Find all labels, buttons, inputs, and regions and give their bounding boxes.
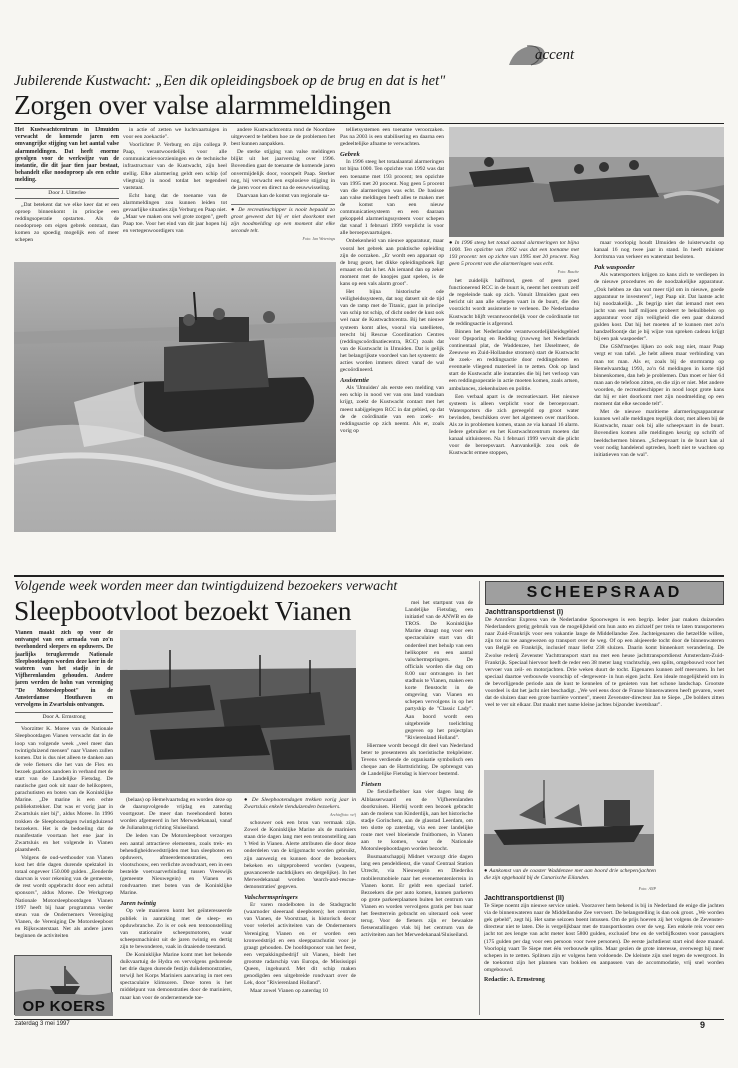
scheepsraad-s2-title: Jachttransportdienst (II) xyxy=(484,895,565,902)
article1-pullquote xyxy=(231,204,335,235)
accent-logo xyxy=(505,43,591,69)
section-divider xyxy=(14,575,724,577)
op-koers-title: OP KOERS xyxy=(22,998,106,1015)
article1-col5-text-c: Een verbaal apart is de recreatievaart. Het nieuwe systeem is alleen verplicht voor de beroepsvaart. Watersporters die zich gereegeld op groot water bevinden, beschikken over het algemeen over marifoon. Als ze in problemen komen, staan ze via kanaal 16 alarm. Iedere gebruiker en het Kustwachtcentrum moeten dat kanaal uitluisteren. Na 1 februari 1999 vervalt die plicht voor de beroepsvaart. Aanvankelijk zou ook de Kustwacht ermee stoppen, xyxy=(449,393,579,457)
article1-pullquote-credit: Foto: Jan Weterings xyxy=(302,235,335,241)
article1-right-caption-credit: Foto: Busche xyxy=(557,269,579,274)
article2-col4-text-d: Busmaatschappij Midnet verzorgt drie dagen lang een pendeldienst, die vanaf Centraal Station Utrecht, via Nieuwegein en Diederiks mobilersmobiele naar het evenementenlerrein in Vianen komt. Er geldt een speciaal tarief. Bezoekers die per auto komen, kunnen parkeren op grote parkeerplaatsen buiten het centrum van Vianen en worden vervolgens gratis per bus naar het feestterrein gebracht en uiteraard ook weer terug. Voor de fietsers zijn er bewaakte fietsenstallingen vlak bij het centrum van de activiteiten aan het Merwedekanaal/Sluiseiland. xyxy=(361,854,473,939)
article1-col4 xyxy=(340,127,444,572)
caption3-bullet-icon: ● xyxy=(484,868,490,874)
article1-lead: Het Kustwachtcentrum in IJmuiden verwacht de komende jaren een omvangrijke stijging van het aantal valse alarmmeldingen. Dat heeft enorme gevolgen voor de werkwijze van de instantie, die dit jaar tien jaar bestaat, behandelt elke noodoproep als een echte melding. xyxy=(15,127,119,184)
scheepsraad-banner xyxy=(485,581,724,605)
article1-col5-text-a: het zuidelijk halfrond, geen of geen goed functionerend RCC in de buurt is, neemt het centrum zelf de regeleinde taak op zich. Vanuit IJmuiden gaat een bericht uit aan alle schepen vaart in de buurt, die den voorzicht wordt assistentie te verlenen. De Nederlandse Kustwacht blijft verantwoordelijk voor de coördinatie tot de reddingsactie is afgerond. xyxy=(449,278,579,327)
article1-subhead-pakwaspoeder: Pak waspoeder xyxy=(594,264,635,272)
article2-col1 xyxy=(15,630,113,953)
pullquote-bullet-icon: ● xyxy=(231,206,239,213)
article1-rule xyxy=(14,123,724,124)
footer-page-number: 9 xyxy=(700,1020,706,1030)
article1-col4-text-b: In 1996 steeg het totaalaantal alarmeringen tot bijna 1000. Ten opzichte van 1992 was dat een toename met 193 procent; ten opzichte van 1995 met 20 procent. Nog geen 5 procent van die alarmeringen was echt. De basisoe aan valse meldingen heeft alles te maken met de komst van een nieuw communicatiesysteem en een daaraan gekoppeld alarmeringssysteem voor schepen dat vanaf 1 februari 1999 verplicht is voor alle beroepsvaartuigen. xyxy=(340,159,444,237)
scheepsraad-redactie: Redactie: A. Ermstrong xyxy=(484,977,545,984)
scheepsraad-s1-title: Jachttransportdienst (I) xyxy=(485,609,564,616)
article2-col4-text-b: Hiermee wordt beoogd dit deel van Nederland beter te presenteren als toeristische trekpleister. Tevens verdiende de organisatie symbolisch een cheque aan de Harttstichting. De opbrengst van de Landelijke Fietsdag is hiervoor bestemd. xyxy=(361,742,473,778)
article2-col4 xyxy=(361,600,473,1015)
scheepsraad-title: SCHEEPSRAAD xyxy=(526,584,683,601)
article2-col4-text-c: De fietsliefhebber kan vier dagen lang de Alblasserwaard en de Vijfherenlanden doorkruisen. Hierbij wordt een bezoek gebracht aan de molens van Kinderdijk, aan het historische stadje Gorinchem, aan de glasstad Leerdam, om ten slotte op zaterdag, via een zeer landelijke route met veel bloeiende fruitbomen, in Vianen aan te komen, waar de Nationale Motorsleepbootdagen worden bezocht. xyxy=(361,789,473,853)
article2-col2-text-b: De leden van De Motorsleepboot verzorgen een aantal attractieve elementen, zoals trek- en behendigheidswedstrijden met hun sleepboten en opduwers, afmeerdemonstraties, een vlootschouw, een verlichte avondvaart, een in een bestelde voetvaarverbinding tussen Vreeswijk (gemeente Nieuwegein) en Vianen en rondvaarten met boten van de Koninklijke Marine. xyxy=(120,833,232,897)
article1-col4-text-a: tellietsystemen een toename veroorzaken. Pas na 2003 is een stabilisering en daarna een gedeeltelijke afname te verwachten. xyxy=(340,127,444,148)
article1-byline: Door J. Uitterlee xyxy=(15,188,119,199)
article1-col1-text: „Dat betekent dat we elke keer dat er een oproep binnenkomt in principe een reddingsoperatie opstarten. Als de noodoproep om eigen gebrek ontstaat, dan komen zo spoedig mogelijk een of meer schepen xyxy=(15,201,119,244)
article1-col6-text-c: Die GSM'metjes lijken zo ook nog niet, maar Paap vergt er van tafel. „Je hebt alleen maar verbinding van man tot man. Als er, zoals bij de stormramp op Hemelvaartdag 1993, zo'n 64 meldingen in korte tijd binnenkomen, dan heb je problemen. Dan moet er hier 64 man aan de telefoon zitten, en die zijn er niet. Met andere woorden, de recreatieschipper in nood loopt grote kans dat hij er niet doorkomt met zijn noodmelding op een moment dat elke seconde telt". xyxy=(594,344,724,408)
caption-bullet-icon: ● xyxy=(449,240,455,246)
article2-photo-caption-credit: Archieffoto: ve/f xyxy=(330,812,356,817)
article2-lead: Vianen maakt zich op voor de ontvangst van een armada van zo'n tweehonderd sleepers en opduwers. De jaarlijks terugkerende Nationale Sleepbootdagen worden deze keer in de wateren van het stadje in de Vijfherenlanden gehouden. Andere jaren werden de hohn van vereniging "De Motorsleepboot" in de Amsterdamse Houthaven en vervolgens in Zwartsluis ontvangen. xyxy=(15,630,113,709)
rescue-exercise-photo xyxy=(449,127,724,237)
op-koers-logo xyxy=(14,955,112,1015)
article1-col5 xyxy=(449,240,579,572)
article2-subhead-fietsen: Fietsen xyxy=(361,781,382,789)
article1-col2-text-c: Echt bang dat de toename van de alarmmeldingen zou kunnen leiden tot gevaarlijke situaties zijn Verburg en Paap niet. „Maar we maken ons wel grote zorgen", geeft Paap toe. Voor het eind van dit jaar hopen hij en vertegenwoordigers van xyxy=(123,192,227,235)
article1-col6-text-d: Met de nieuwe maritieme alarmeringsapparatuur kunnen wel alle meldingen tegelijk door, met alleen bij de Kustwacht, maar ook bij alle scheepvaart in de buurt. Bovendien komen alle meldingen keurig op schrift of beeldschermen binnen. „Scheepvaart in de buurt kan al voor nodig handelend optreden, hoeft niet te wachten op initiatieven van de wal". xyxy=(594,409,724,458)
article1-col3 xyxy=(231,127,335,262)
article1-col6-text-a: maar voorlopig houdt IJmuiden de luisterwacht op kanaal 16 nog twee jaar in stand. In heeft minister Jorritsma van verkeer en waterstaat besloten. xyxy=(594,240,724,261)
footer-date: zaterdag 3 mei 1997 xyxy=(15,1021,70,1027)
tugboat-harbour-graphic xyxy=(120,630,356,793)
article2-photo-caption xyxy=(244,797,356,811)
article1-headline: Zorgen over valse alarmmeldingen xyxy=(14,89,392,120)
article1-col5-text-b: Binnen het Nederlandse verantwoordelijkheidsgebied voor Opsporing en Redding (ruwweg het Nederlands continentaal plat, de Waddenzee, het IJsselmeer, de Zeeuwse en Zuid-Hollandse stromen) start de Kustwacht de zoek- en reddingsactie door reddingsboten en eventuele vliegend materieel in te zetten. Ook op land start de Kustwacht alle instanties die bij het verloop van een reddingsoperatie in actie moeten komen, zoals artsen, ambulances, ziekenhuizen en politie. xyxy=(449,328,579,392)
article1-col6 xyxy=(594,240,724,572)
article2-byline: Door A. Ermstrong xyxy=(15,712,113,723)
article1-subhead-assistentie: Assistentie xyxy=(340,377,369,385)
coastguard-boat-graphic xyxy=(14,262,336,532)
article1-col3-text-b: De sterke stijging van valse meldingen blijkt uit het jaarverslag over 1996. Bovendien gaat de toename de komende jaren onvermijdelijk door, voorspelt Paap. Sterker nog, hij verwacht een explosieve stijging in de jaren voor en direct na de eeuwwisseling. xyxy=(231,149,335,191)
article2-col2-text-a: (belaas) op Hemelvaartsdag en worden deze op de daaropvolgende vrijdag en zaterdag voortgezet. De meer dan tweehonderd boten worden afgemeerd in het Merwedekanaal, vanaf de Julianabrug richting Sluiseiland. xyxy=(120,797,232,832)
article1-subhead-gebrek: Gebrek xyxy=(340,151,360,159)
scheepsraad-caption-text: Aankomst van de coaster Waddenzee met aan boord drie schepen/jachten die zijn opgehaald bij de Canarische Eilanden. xyxy=(484,868,656,881)
article2-col1-text: Voorzitter K. Moree van de Nationale Sleepbootdagen Vianen verwacht dat in de loop van volgende week „veel meer dan twintigduizend mensen" naar Vianen zullen komen. Dat is dus niet alleen te danken aan de vele fietsers die het van de Flex en bezoek gaatloos aandoen in verband met de start van de Landelijke Fietsdag. De nautische gast ook uit naar de helikopters, parachutisten en boten van de Koninklijke Marine. „De marine is een echte publiekstrekker. Dat was er vorig jaar in Zwartsluis niet bij", aldus Moree. In 1996 trokken de Sleepbootdagen twintigduizend bezoekers. Het is de bedoeling dat de manifestatie voortaan het ene jaar in Zwartsluis en het volgende in Vianen plaatsheeft. xyxy=(15,726,113,853)
article2-col2 xyxy=(120,797,232,1015)
article2-col4-text-a: mei het startpunt van de Landelijke Fietsdag, een initiatief van de ANWB en de TROS. De Koninklijke Marine draagt nog voor een spectaculaire start van dit onderdeel met behulp van een helikopter en een aantal valschermspringers. De officials worden die dag om 8.00 uur ontvangen in het stadhuis te Vianen, maken een korte flenstocht in de omgeving van Vianen en schepen vervolgens in op het partyship de "Classic Lady". Aan boord wordt een uitgebreide toelichting gegeven op het projectplan "Rivierenland Holland". xyxy=(405,600,473,741)
scheepsraad-s1-text: De AmroStar Express van de Nederlandse Spoorwegen is een begrip. Ieder jaar maken duizenden Nederlanders gretig gebruik van de mogelijkheid om hun auto en zichzelf per trein te laten transporteren naar Zuid-Frankrijk voor een vakantie lange de Middellandse Zee. Jachteigenaren die hetzelfde willen, zijn tot nu toe aangewezen op transport over de weg. Of op een alsjeeerde tocht door de binnenwateren van België en Frankrijk, inclusief maar liefst 238 sluizen. Daarin komt binnenkort verandering. De Zwolse rederij Zevenster Yachttransport start nu met een heuse jachttransportdienst Amsterdam-Zuid-Frankrijk. Speciaal hiervoor heeft de reder een 38 meter lang vrachtschip, een splits, omgebouwd voor het vervoer van zeil- en motorjachten. Drie weken duurt de tocht. Eigenaren kunnen zelf meevaren. In het speciaal daartoe verbouwde voorschip of -dergewent- in hun eigen jacht. Een ideale mogelijkheid om in de bevorlijgende periode aan de kust te kennelen of te genieten van het schone landschap. Grootste voordeel is dat het jacht niet beschadigt. „We wel eens door de Franse binnenwateren heeft gevaren, weet dat de sluizen daar een grote barrière vormen", meent Zevenster-directeur Jan te Siepe. „De bolders zitten veel te ver uit elkaar. Dat maakt met name kleine jachtes bijzonder kwetsbaar". xyxy=(485,617,724,709)
coastguard-boat-photo xyxy=(14,262,336,532)
article2-col3-text-b: Er varen modelboten in de Stadsgracht (waarnoder sleeeraad sleepboten); het centrum van Vianen, de Voorstraat, is historisch decor voor velerlei activiteiten van de Ondernemers Vereniging Vianen en er worden een kronwedstrijd en een sleepparachutist voor je graagt gehouden. De hoofdsponsor van het feest, een verpakkingsbedrijf uit Vianen, biedt het grootste radarschip van Europa, de Mississippi Queen, ingehuurd. Met dit schip maken genodigden een uitgebreide rondvaart over de Lek, door "Rivierenland Holland". xyxy=(244,902,356,987)
scheepsraad-s2-text: Te Siepe noemt zijn nieuwe service uniek. Voorzover hem bekend is bij in Nederland de enige die jachten via de binnenwateren naar de Middellandse Zee vervoert. De belangstelling is dan ook groot. „We worden gek gebeld", zegt hij. Het same seizoen boent intussen. Om de prijs hoeven zij het volgens de Zevenster-directeur niet te laten. Die is vergelijkbaar met de transportkosten over de weg. Een enkele reis voor een jacht tot zes lengte van acht meter kost 5800 gulden, exclusief btw en de verblijfkosten voor passagiers (175 gulden per dag voor een persoon voor twee personen). De eerste jachtdienst start eind deze maand. Voorlopig vaart Te Siepe met één verbouwde splits. Maar gezien de grote interesse, overweegt hij meer schepen in te zetten. Splitsen zijn er volgens hem voldoende. De kleinste zijn snel tegen de weergroot. In de toekomst zijn het plannen van bokken en aanpassen van de accommodatie, vrij snel worden omgebouwd. xyxy=(484,903,724,973)
article2-col3-text-a: schouwer ook een bron van vermaak zijn. Zowel de Koninklijke Marine als de mariniers staan drie dagen lang met een tentoonstelling aan 't Wed in Vianen. Alerte attributen die door deze onderdelen van de krijgsmacht worden gebruikt, zijn aanwezig en kunnen door de bezoekers bekeken en uitgeprobeerd worden (wapens, geavanceerde nachtkijkers en dergelijke). In het Merwedekanaal worden 'search-and-rescue-demonstraties' gegeven. xyxy=(244,820,356,890)
article2-col2-text-c: Op vele manieren komt het geïnteresseerde publiek in aanraking met de sleep- en opduwbranche. Zo is er ook een tentoonstelling van stationaire scheepsmotoren, waar scheepsmachinist uit de jaren twintig en dertig zijn te bewonderen, vaak in draaiende toestand. xyxy=(120,908,232,950)
accent-label: accent xyxy=(535,47,575,63)
article2-photo-caption-text: De Sleepbootendagen trekken vorig jaar in Zwartsluis enkele tienduizenden bezoekers. xyxy=(244,797,356,810)
article1-col3-text-a: andere Kustwachtcentra rond de Noordzee uitgevoerd te hebben hoe ze de problemen het best kunnen aanpakken. xyxy=(231,127,335,148)
article1-right-caption-text: In 1996 steeg het totaal aantal alarmeringen tot bijna 1000. Ten opzichte van 1992 was dat een toename met 193 procent: ten op zichte van 1995 met 20 procent. Nog geen 5 procent van die alarmeringen was echt. xyxy=(449,240,579,267)
scheepsraad-caption xyxy=(484,868,656,882)
scheepsraad-caption-credit: Foto: ANP xyxy=(638,886,656,891)
coaster-ship-photo xyxy=(484,770,654,866)
article1-col3-text-c: Daarvaan kan de komst van regionale sa- xyxy=(237,192,330,199)
article1-col4-text-c: Onbekenheid van nieuwe apparatuur, maar vooral het gebrek aan praktische opleiding zijn de oorzaken. „Er wordt een apparaat op de brug gezet, het dikke opleidingsboek ligt ernaast en dat is het. Als iemand dan op zeker moment met de knopjes gaat spelen, is de kans op een vals alarm groot". xyxy=(340,238,444,287)
article2-col3 xyxy=(244,797,356,1015)
article1-col2 xyxy=(123,127,227,262)
article2-kicker: Volgende week worden meer dan twintigduizend bezoekers verwacht xyxy=(14,579,398,594)
article2-headline: Sleepbootvloot bezoekt Vianen xyxy=(14,595,352,626)
caption2-bullet-icon: ● xyxy=(244,797,252,803)
article2-subhead-jaren: Jaren twintig xyxy=(120,900,157,908)
article2-col3-text-c: Maar zowel Vianen op zaterdag 10 xyxy=(250,988,328,995)
article1-kicker: Jubilerende Kustwacht: „Een dik opleidingsboek op de brug en dat is het" xyxy=(14,73,446,89)
coaster-ship-graphic xyxy=(484,770,654,866)
scheepsraad-section2 xyxy=(484,895,724,1013)
article1-pullquote-text: De recreatieschipper is nooit bepaald zo groot geweest dat hij er niet doorkomt met zijn noodmelding op een moment dat elke seconde telt. xyxy=(231,206,335,234)
footer-rule xyxy=(14,1019,724,1020)
article1-col4-text-d: Het bijna historische ode veiligheidssysteem, dat nog datsert uit de tijd van de ramp met de Titanic, gaat in principe van schip tot schip, of dicht onder de kust ook wel naar de Kustwachtcentra. Bij het nieuwe systeem komt alles, vooral via satellieten, terecht bij Rescue Coordination Centres (reddingscoördinatiecentra, RCC) zoals dat van de Kustwacht in IJmuiden. Dat is gelijk het belangrijkste voordeel van het systeem: de acties worden immers direct vanaf de wal gecoördineerd. xyxy=(340,289,444,374)
article2-col2-text-d: De Koninklijke Marine komt met het bekende duikvaartuig de Hydra en vervolgens gedurende het drie dagen durende festijn duikdemonstraties, terwijl het Korps Mariniers aanvaring in met een spectaculaire klimsoren. Deze toren is het middelpunt van demonstraties door de mariniers, maar kan voor de ondernemende toe- xyxy=(120,951,232,1001)
article1-col2-text-b: Voorlichter P. Verburg en zijn collega P. Paap, verantwoordelijk voor alle communicatievoorzieningen en de technische infrastructuur van de Kustwacht, zijn heel stellig. Elke alarmering geldt een schip (of vliegtuig) in nood totdat het tegendeel vaststaat. xyxy=(123,142,227,191)
rescue-exercise-graphic xyxy=(449,127,724,237)
article2-col1-text-b: Volgens de oud-wethouder van Vianen kost het drie dagen durende spektakel in totaal ongeveer 150.000 gulden. „Eenderde daarvan is voor rekening van de gemeente, de rest wordt opgebracht door een achttal sponsors", aldus Moree. De Werkgroep Nationale Motorsleepbootdagen Vianen 1997 heeft bij haar programma verder steun van de Ondernemers Vereniging Vianen, de Vereniging De Motorsleepboot en Rijkswaterstaat. Net als andere jaren beginnen de activiteiten xyxy=(15,855,113,940)
scheepsraad-section1 xyxy=(485,609,724,771)
article1-right-caption xyxy=(449,240,579,268)
tugboat-harbour-photo xyxy=(120,630,356,793)
article2-subhead-valscherm: Valschermspringers xyxy=(244,894,298,902)
article1-col6-text-b: Als watersporters krijgen zo kans zich te verdiepen in de nieuwe procedures en de noodzakelijke apparatuur. „Ook hebben ze dan wat meer tijd om in nieuwe, goede apparatuur te investeren", legt Paap uit. Dat laatste acht hij noodzakelijk. „Ik begrijp niet dat iemand met een jacht van een half miljoen probeert te bekuibbelen op apparatuur voor zijn veiligheid die een paar duizend gulden kost. Dat hij het moeten af te kunnen met zo'n handzelfoontje dat je bij wijze van spreken cadeau krijgt bij een pak waspoeder". xyxy=(594,272,724,343)
article1-col1 xyxy=(15,127,119,262)
article1-col4-text-e: Als 'IJmuiden' als eerste een melding van een schip in nood ver van ons land vandaan krijgt, zoekt de Kustwacht contact met het meest nabijgelegen RCC in dat gebied, op dat de de coördinatie van een zoek- en reddingsactie op zich neemt. Als er, zoals vorig op xyxy=(340,385,444,434)
article1-col2-text-a: in actie of zetten we luchtvaartuigen in voor een zoekactie". xyxy=(123,127,227,141)
